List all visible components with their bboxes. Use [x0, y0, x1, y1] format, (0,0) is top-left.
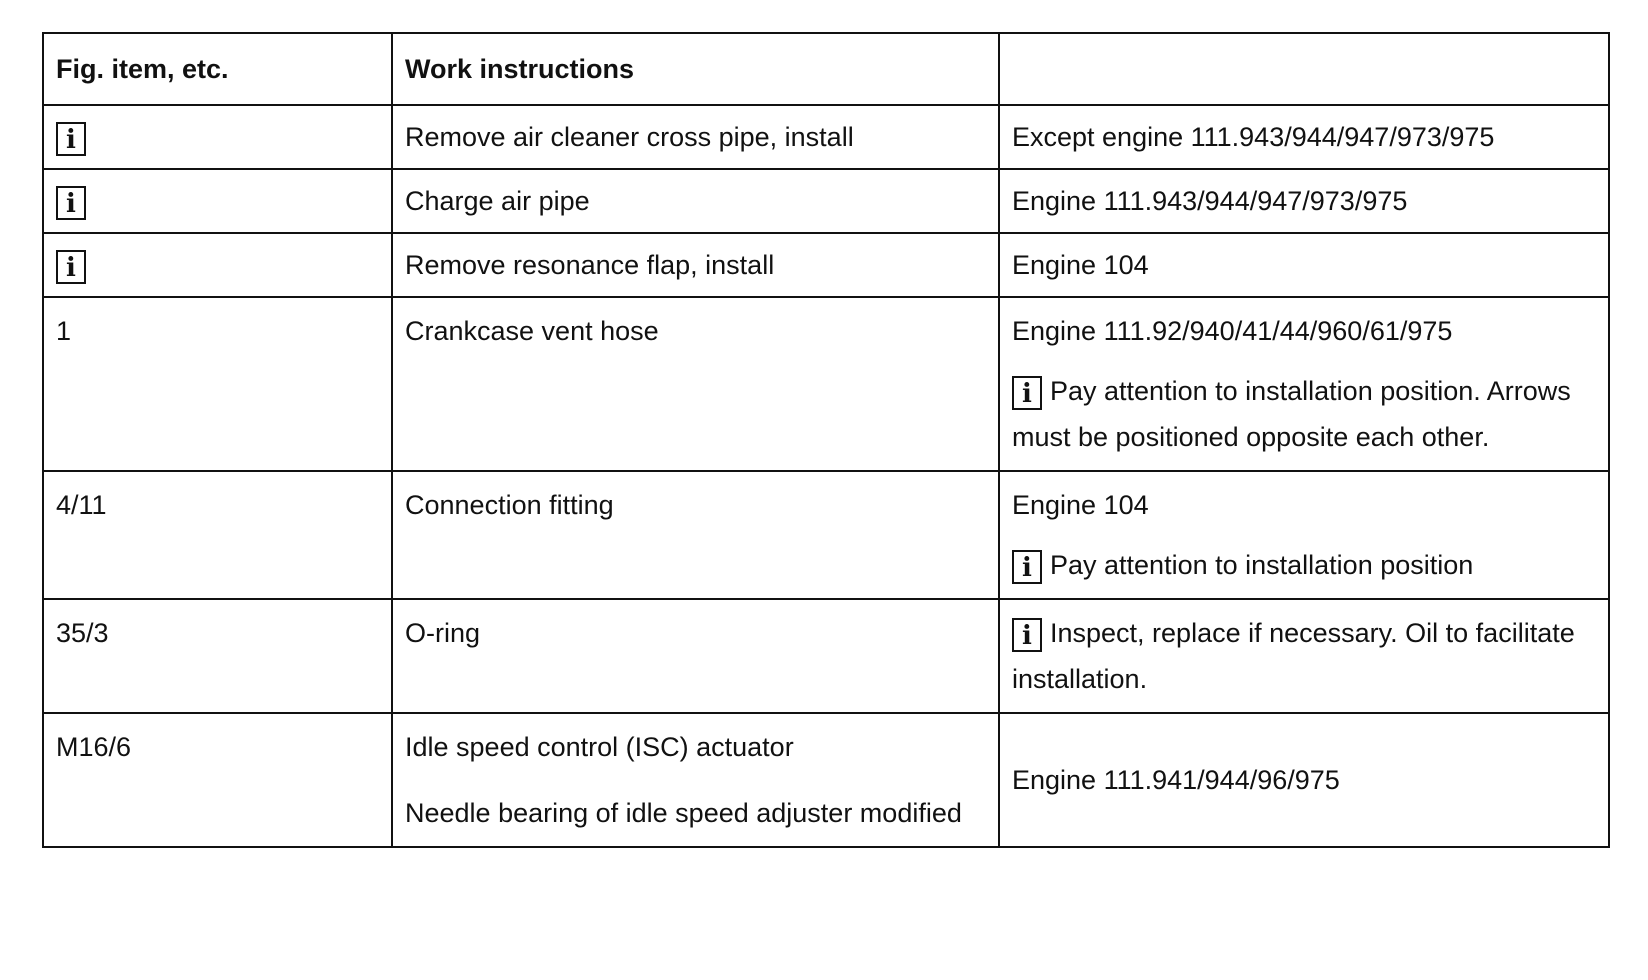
- remark-cell: Engine 104: [999, 233, 1609, 297]
- table-header-row: [43, 33, 1609, 105]
- table-row: [43, 471, 1609, 599]
- instruction-cell: Remove air cleaner cross pipe, install: [392, 105, 999, 169]
- instruction-cell: Charge air pipe: [392, 169, 999, 233]
- info-icon: i: [1012, 618, 1042, 652]
- remark-cell: Except engine 111.943/944/947/973/975: [999, 105, 1609, 169]
- work-instructions-table: [42, 32, 1610, 848]
- info-icon: i: [56, 122, 86, 156]
- fig-item-cell: [43, 105, 392, 169]
- note: [1012, 618, 1575, 694]
- instruction-cell: O-ring: [392, 599, 999, 713]
- remark-cell: [999, 713, 1609, 847]
- remark-text: Engine 104: [1012, 490, 1149, 520]
- fig-item-cell: M16/6: [43, 713, 392, 847]
- instruction-cell: Remove resonance flap, install: [392, 233, 999, 297]
- fig-item-cell: [43, 233, 392, 297]
- remark-text: Engine 111.92/940/41/44/960/61/975: [1012, 316, 1453, 346]
- info-icon: i: [1012, 550, 1042, 584]
- note-text: Inspect, replace if necessary. Oil to facilitate installation.: [1012, 618, 1575, 694]
- instruction-cell: Crankcase vent hose: [392, 297, 999, 471]
- note-text: Pay attention to installation position. Arrows must be positioned opposite each other.: [1012, 376, 1571, 452]
- table-row: [43, 713, 1609, 847]
- note: [1012, 368, 1596, 460]
- header-remarks: [999, 33, 1609, 105]
- fig-item-cell: [43, 169, 392, 233]
- info-icon: i: [1012, 376, 1042, 410]
- instruction-cell: [392, 713, 999, 847]
- instruction-line-1: Idle speed control (ISC) actuator: [405, 732, 794, 762]
- header-fig-item: Fig. item, etc.: [43, 33, 392, 105]
- table-row: [43, 105, 1609, 169]
- remark-cell: Engine 111.943/944/947/973/975: [999, 169, 1609, 233]
- info-icon: i: [56, 250, 86, 284]
- remark-cell: [999, 297, 1609, 471]
- instruction-line-2: Needle bearing of idle speed adjuster modified: [405, 798, 962, 828]
- fig-item-cell: 1: [43, 297, 392, 471]
- table-row: [43, 297, 1609, 471]
- header-work-instructions: Work instructions: [392, 33, 999, 105]
- remark-cell: [999, 471, 1609, 599]
- remark-cell: [999, 599, 1609, 713]
- table-row: [43, 169, 1609, 233]
- table-row: [43, 599, 1609, 713]
- note-text: Pay attention to installation position: [1050, 550, 1474, 580]
- remark-text: Engine 111.941/944/96/975: [1012, 765, 1340, 795]
- instruction-cell: Connection fitting: [392, 471, 999, 599]
- fig-item-cell: 4/11: [43, 471, 392, 599]
- table-row: [43, 233, 1609, 297]
- note: [1012, 542, 1596, 588]
- info-icon: i: [56, 186, 86, 220]
- fig-item-cell: 35/3: [43, 599, 392, 713]
